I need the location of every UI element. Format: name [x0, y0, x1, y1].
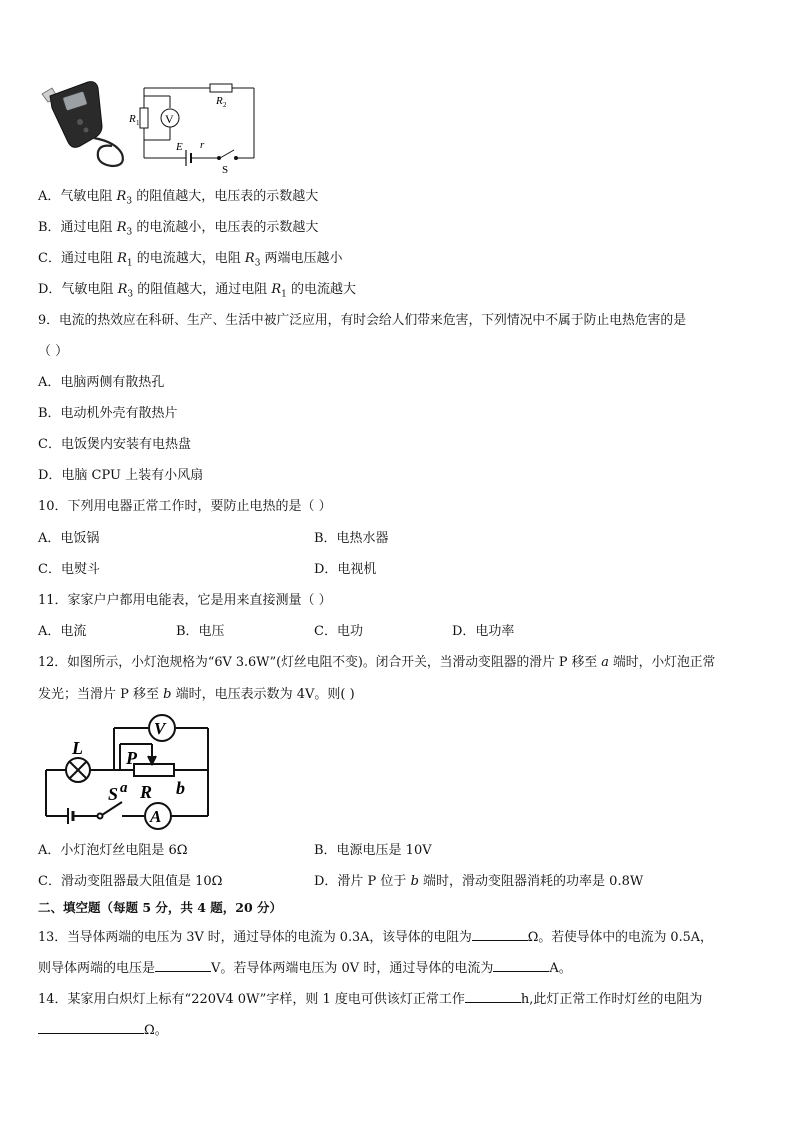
q13-line1: 13．当导体两端的电压为 3V 时，通过导体的电流为 0.3A，该导体的电阻为 Ω。若使导体中的电流为 0.5A，: [38, 927, 713, 947]
figure-breathalyzer: [36, 80, 132, 170]
q12-option-b: B．电源电压是 10V: [314, 843, 432, 858]
q13-blank-3[interactable]: [493, 958, 549, 972]
q10-stem: 10．下列用电器正常工作时，要防止电热的是（ ）: [38, 499, 332, 514]
label-r2: R: [216, 95, 223, 107]
q10-option-a: A．电饭锅: [38, 531, 100, 546]
q9-option-a: A．电脑两侧有散热孔: [38, 375, 165, 390]
q9-stem: 9．电流的热效应在科研、生产、生活中被广泛应用，有时会给人们带来危害，下列情况中不属于防止电热危害的是: [38, 313, 686, 328]
q11-option-d: D．电功率: [452, 624, 515, 639]
label-v-meter-2: V: [154, 719, 166, 738]
q12-stem-line1: 12．如图所示，小灯泡规格为“6V 3.6W”(灯丝电阻不变)。闭合开关，当滑动变阻器的滑片 P 移至 a 端时，小灯泡正常: [38, 655, 716, 670]
q8-option-b: B．通过电阻 $R_3$ 的电流越小，电压表的示数越大: [38, 220, 319, 238]
q9-option-b: B．电动机外壳有散热片: [38, 406, 178, 421]
section-2-heading: 二、填空题（每题 5 分，共 4 题，20 分）: [38, 900, 283, 915]
q8-option-c: C．通过电阻 $R_1$ 的电流越大，电阻 $R_3$ 两端电压越小: [38, 251, 343, 269]
q13-blank-1[interactable]: [472, 927, 528, 941]
label-v-meter: V: [165, 112, 174, 126]
q11-stem: 11．家家户户都用电能表，它是用来直接测量（ ）: [38, 593, 332, 608]
q14-line2: Ω。: [38, 1020, 168, 1040]
label-p: P: [126, 748, 137, 768]
q9-option-d: D．电脑 CPU 上装有小风扇: [38, 468, 204, 483]
label-r-internal: r: [200, 139, 205, 151]
q14-blank-2[interactable]: [38, 1020, 144, 1034]
q9-paren: （ ）: [38, 344, 69, 359]
label-a-meter: A: [150, 807, 162, 826]
breathalyzer-device-image: [36, 80, 132, 170]
q11-option-b: B．电压: [176, 624, 225, 639]
q12-option-a: A．小灯泡灯丝电阻是 6Ω: [38, 843, 188, 858]
label-r: R: [140, 782, 153, 802]
q10-option-c: C．电熨斗: [38, 562, 100, 577]
label-r1-sub: 1: [136, 119, 140, 127]
q14-line1: 14．某家用白炽灯上标有“220V4 0W”字样，则 1 度电可供该灯正常工作 h,此灯正常工作时灯丝的电阻为: [38, 989, 702, 1009]
label-r1: R: [129, 113, 136, 125]
q14-blank-1[interactable]: [465, 989, 521, 1003]
label-b: b: [176, 778, 185, 798]
q8-option-d: D．气敏电阻 $R_3$ 的阻值越大，通过电阻 $R_1$ 的电流越大: [38, 282, 357, 300]
q12-stem-line2: 发光；当滑片 P 移至 b 端时，电压表示数为 4V。则( ): [38, 687, 355, 702]
q9-option-c: C．电饭煲内安装有电热盘: [38, 437, 191, 452]
circuit-2-svg: [40, 712, 214, 834]
q11-option-a: A．电流: [38, 624, 87, 639]
label-a: a: [120, 780, 128, 796]
q12-option-d: D．滑片 P 位于 b 端时，滑动变阻器消耗的功率是 0.8W: [314, 874, 644, 889]
label-r2-sub: 2: [223, 101, 227, 109]
circuit-1-svg: [126, 80, 266, 176]
q8-option-a: A．气敏电阻 $R_3$ 的阻值越大，电压表的示数越大: [38, 189, 319, 207]
label-e: E: [176, 141, 183, 153]
q10-option-b: B．电热水器: [314, 531, 389, 546]
q12-option-c: C．滑动变阻器最大阻值是 10Ω: [38, 874, 223, 889]
label-s: S: [222, 164, 229, 176]
circuit-diagram-1: [126, 80, 266, 176]
circuit-diagram-2: [40, 712, 214, 834]
q11-option-c: C．电功: [314, 624, 363, 639]
q13-line2: 则导体两端的电压是 V。若导体两端电压为 0V 时，通过导体的电流为 A。: [38, 958, 572, 978]
q13-blank-2[interactable]: [155, 958, 211, 972]
label-l: L: [72, 738, 83, 758]
q10-option-d: D．电视机: [314, 562, 377, 577]
label-s-2: S: [108, 784, 119, 804]
